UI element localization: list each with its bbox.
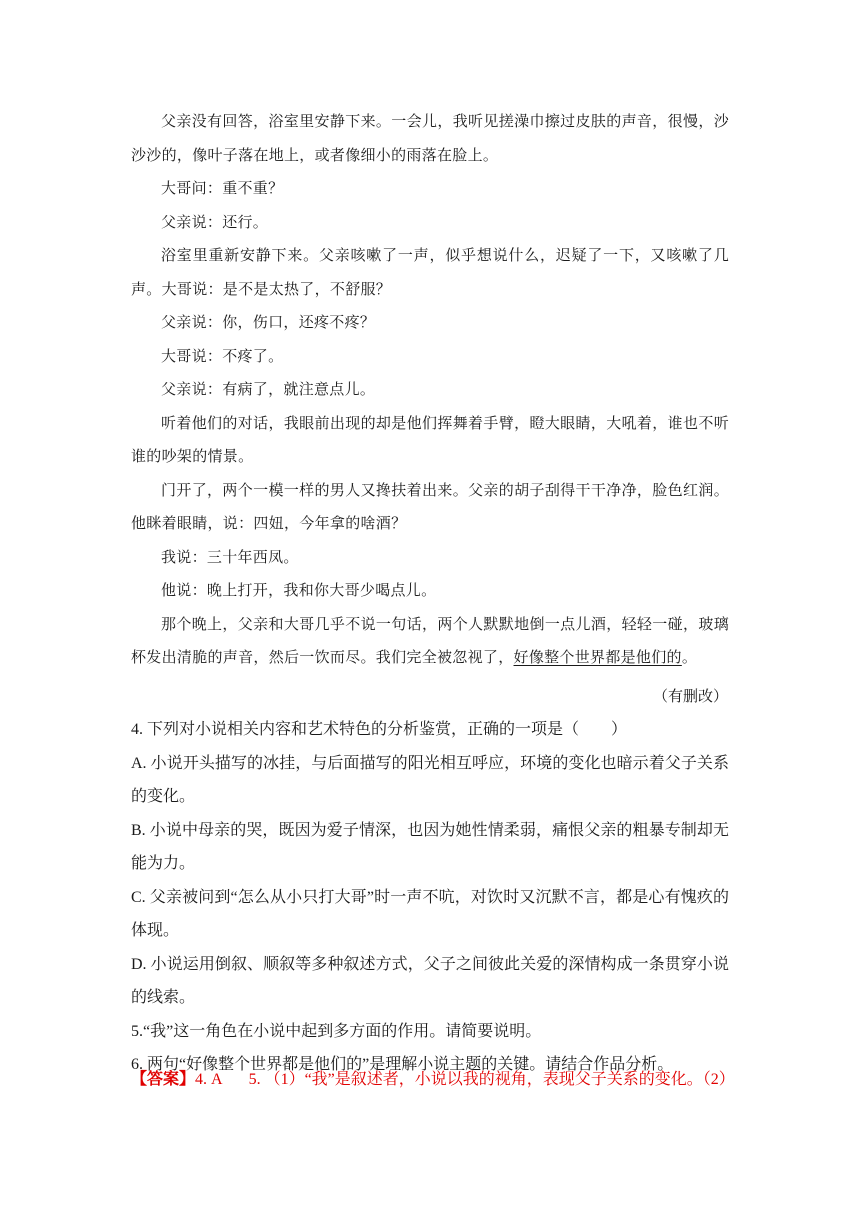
option-c: C. 父亲被问到“怎么从小只打大哥”时一声不吭，对饮时又沉默不言，都是心有愧疚的体现。 (131, 888, 729, 939)
question-4: 4. 下列对小说相关内容和艺术特色的分析鉴赏，正确的一项是（ ） (131, 721, 628, 738)
story-paragraph: 浴室里重新安静下来。父亲咳嗽了一声，似乎想说什么，迟疑了一下，又咳嗽了几声。大哥说：是不是太热了，不舒服？ (131, 246, 729, 298)
story-paragraph: 他说：晚上打开，我和你大哥少喝点儿。 (161, 581, 437, 599)
story-paragraph: 父亲说：还行。 (161, 212, 269, 231)
story-last-paragraph (131, 608, 729, 675)
answer-5: 5. （1）“我”是叙述者，小说以我的视角，表现父子关系的变化。（2） (248, 1071, 735, 1088)
question-6: 6. 两句“好像整个世界都是他们的”是理解小说主题的关键。请结合作品分析。 (131, 1056, 674, 1073)
source-note: （有删改） (652, 687, 728, 705)
option-b: B. 小说中母亲的哭，既因为爱子情深，也因为她性情柔弱，痛恨父亲的粗暴专制却无能为力。 (131, 821, 729, 872)
story-last-text: 那个晚上，父亲和大哥几乎不说一句话，两个人默默地倒一点儿酒，轻轻一碰，玻璃杯发出清脆的声音，然后一饮而尽。我们完全被忽视了， (131, 614, 729, 666)
question-5: 5.“我”这一角色在小说中起到多方面的作用。请简要说明。 (131, 1022, 542, 1040)
answer-tag: 【答案】 (131, 1071, 196, 1088)
option-a: A. 小说开头描写的冰挂，与后面描写的阳光相互呼应，环境的变化也暗示着父子关系的变化。 (131, 754, 729, 805)
story-paragraph: 父亲说：你，伤口，还疼不疼？ (161, 313, 376, 331)
questions-section (131, 713, 729, 1082)
story-paragraph: 父亲说：有病了，就注意点儿。 (161, 380, 376, 398)
story-paragraph: 我说：三十年西凤。 (161, 547, 299, 566)
answer-line (131, 1063, 771, 1096)
story-paragraph: 大哥说：不疼了。 (161, 346, 284, 365)
story-paragraph: 父亲没有回答，浴室里安静下来。一会儿，我听见搓澡巾擦过皮肤的声音，很慢，沙沙沙的，像叶子落在地上，或者像细小的雨落在脸上。 (131, 112, 729, 164)
underlined-key-sentence: 好像整个世界都是他们的 (513, 648, 682, 666)
story-paragraph: 门开了，两个一模一样的男人又搀扶着出来。父亲的胡子刮得干干净净，脸色红润。他眯着眼睛，说：四妞，今年拿的啥酒？ (131, 480, 729, 532)
option-d: D. 小说运用倒叙、顺叙等多种叙述方式，父子之间彼此关爱的深情构成一条贯穿小说的线索。 (131, 955, 729, 1006)
answer-4: 4. A (195, 1071, 223, 1088)
story-last-end: 。 (681, 648, 698, 666)
story-paragraph: 听着他们的对话，我眼前出现的却是他们挥舞着手臂，瞪大眼睛，大吼着，谁也不听谁的吵架的情景。 (131, 413, 729, 465)
story-excerpt (131, 105, 729, 675)
story-paragraph: 大哥问：重不重？ (161, 179, 284, 197)
